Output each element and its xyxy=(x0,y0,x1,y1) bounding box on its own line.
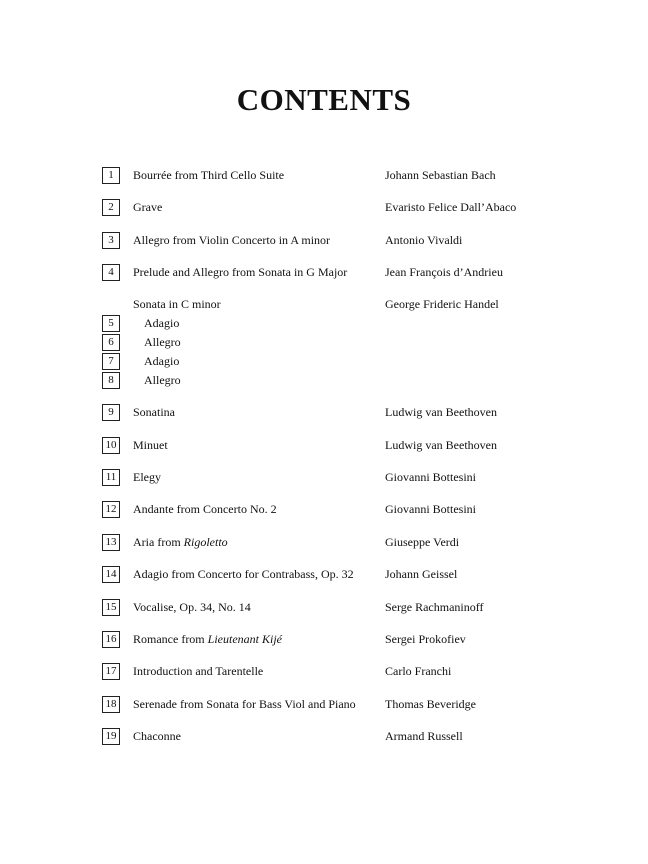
item-number: 15 xyxy=(102,599,120,616)
composer-name: Johann Geissel xyxy=(385,567,458,581)
list-item xyxy=(0,662,648,681)
item-number: 19 xyxy=(102,728,120,745)
piece-title: Sonatina xyxy=(133,405,175,419)
piece-title: Bourrée from Third Cello Suite xyxy=(133,168,285,182)
composer-name: George Frideric Handel xyxy=(385,297,499,311)
item-number: 18 xyxy=(102,696,120,713)
piece-title: Allegro from Violin Concerto in A minor xyxy=(133,233,331,247)
list-item-group-heading xyxy=(0,295,648,314)
item-number: 6 xyxy=(102,334,120,351)
list-item xyxy=(0,333,648,352)
item-number: 2 xyxy=(102,199,120,216)
composer-name: Armand Russell xyxy=(385,729,463,743)
list-item xyxy=(0,598,648,617)
list-item xyxy=(0,727,648,746)
item-number: 14 xyxy=(102,566,120,583)
movement-title: Adagio xyxy=(144,354,180,368)
item-number: 7 xyxy=(102,353,120,370)
piece-title-prefix: Aria from xyxy=(133,535,184,549)
movement-title: Adagio xyxy=(144,316,180,330)
composer-name: Thomas Beveridge xyxy=(385,697,476,711)
composer-name: Ludwig van Beethoven xyxy=(385,438,497,452)
composer-name: Sergei Prokofiev xyxy=(385,632,466,646)
list-item xyxy=(0,198,648,217)
piece-title: Sonata in C minor xyxy=(133,297,221,311)
piece-title: Minuet xyxy=(133,438,168,452)
composer-name: Carlo Franchi xyxy=(385,664,452,678)
list-item xyxy=(0,695,648,714)
list-item xyxy=(0,352,648,371)
list-item xyxy=(0,565,648,584)
composer-name: Antonio Vivaldi xyxy=(385,233,463,247)
item-number: 4 xyxy=(102,264,120,281)
list-item xyxy=(0,436,648,455)
item-number: 17 xyxy=(102,663,120,680)
piece-title: Chaconne xyxy=(133,729,181,743)
item-number: 16 xyxy=(102,631,120,648)
piece-title-prefix: Romance from xyxy=(133,632,208,646)
piece-title-italic: Rigoletto xyxy=(183,535,228,549)
composer-name: Giuseppe Verdi xyxy=(385,535,460,549)
list-item xyxy=(0,231,648,250)
list-item xyxy=(0,468,648,487)
list-item xyxy=(0,533,648,552)
item-number: 5 xyxy=(102,315,120,332)
item-number: 13 xyxy=(102,534,120,551)
item-number: 8 xyxy=(102,372,120,389)
piece-title xyxy=(133,630,282,649)
piece-title: Introduction and Tarentelle xyxy=(133,664,264,678)
item-number: 11 xyxy=(102,469,120,486)
list-item xyxy=(0,403,648,422)
piece-title: Andante from Concerto No. 2 xyxy=(133,502,277,516)
list-item xyxy=(0,371,648,390)
movement-title: Allegro xyxy=(144,373,181,387)
piece-title: Prelude and Allegro from Sonata in G Major xyxy=(133,265,348,279)
composer-name: Serge Rachmaninoff xyxy=(385,600,484,614)
piece-title-italic: Lieutenant Kijé xyxy=(207,632,282,646)
movement-title: Allegro xyxy=(144,335,181,349)
piece-title: Vocalise, Op. 34, No. 14 xyxy=(133,600,251,614)
list-item xyxy=(0,630,648,649)
item-number: 1 xyxy=(102,167,120,184)
item-number: 12 xyxy=(102,501,120,518)
piece-title: Elegy xyxy=(133,470,161,484)
page-title: CONTENTS xyxy=(236,82,412,117)
item-number: 9 xyxy=(102,404,120,421)
composer-name: Giovanni Bottesini xyxy=(385,470,476,484)
item-number: 10 xyxy=(102,437,120,454)
composer-name: Evaristo Felice Dall’Abaco xyxy=(385,200,517,214)
list-item xyxy=(0,500,648,519)
piece-title: Grave xyxy=(133,200,163,214)
composer-name: Ludwig van Beethoven xyxy=(385,405,497,419)
composer-name: Johann Sebastian Bach xyxy=(385,168,496,182)
composer-name: Giovanni Bottesini xyxy=(385,502,476,516)
item-number: 3 xyxy=(102,232,120,249)
composer-name: Jean François d’Andrieu xyxy=(385,265,503,279)
list-item xyxy=(0,263,648,282)
piece-title: Adagio from Concerto for Contrabass, Op. 32 xyxy=(133,567,354,581)
list-item xyxy=(0,166,648,185)
piece-title: Serenade from Sonata for Bass Viol and Piano xyxy=(133,697,356,711)
list-item xyxy=(0,314,648,333)
piece-title xyxy=(133,533,228,552)
